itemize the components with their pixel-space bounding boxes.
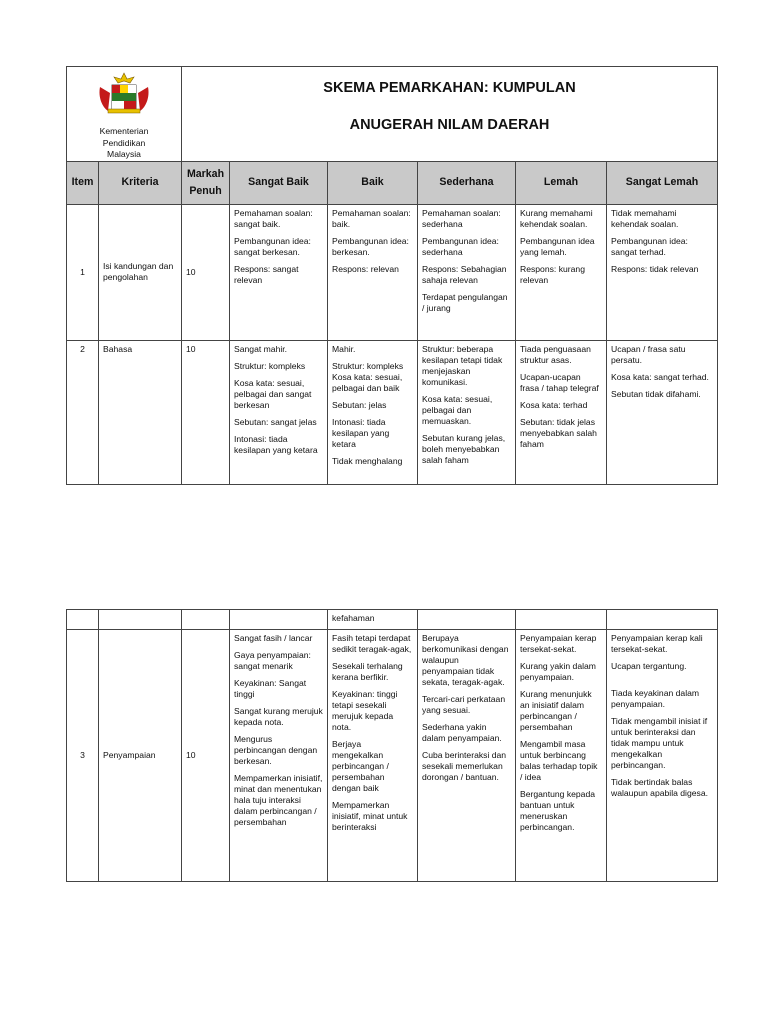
descriptor: Keyakinan: tinggi tetapi sesekali merujuk kepada nota. <box>332 689 398 732</box>
descriptor: Kosa kata: terhad <box>520 399 588 410</box>
descriptor: Tidak bertindak balas walaupun apabila digesa. <box>611 777 708 798</box>
baik-cell <box>328 204 418 340</box>
col-sangat-lemah: Sangat Lemah <box>607 161 718 204</box>
empty-cell <box>516 610 607 630</box>
col-baik: Baik <box>328 161 418 204</box>
sangat-baik-cell <box>230 340 328 484</box>
sangat-lemah-cell <box>607 204 718 340</box>
kriteria-cell: Penyampaian <box>99 630 182 882</box>
descriptor: Struktur: beberapa kesilapan tetapi tidak menjejaskan komunikasi. <box>422 343 503 387</box>
descriptor: Intonasi: tiada kesilapan yang ketara <box>234 433 318 455</box>
descriptor: Keyakinan: Sangat tinggi <box>234 678 307 699</box>
lemah-cell <box>516 340 607 484</box>
descriptor: Pembangunan idea: sangat terhad. <box>611 235 688 257</box>
col-item: Item <box>67 161 99 204</box>
descriptor: Ucapan tergantung. <box>611 661 687 671</box>
column-header-row <box>67 161 718 204</box>
lemah-cell <box>516 204 607 340</box>
markah-cell: 10 <box>182 340 230 484</box>
descriptor: Berupaya berkomunikasi dengan walaupun penyampaian tidak sekata, teragak-agak. <box>422 633 509 687</box>
descriptor: Respons: relevan <box>332 263 399 274</box>
empty-cell <box>67 610 99 630</box>
descriptor: Pemahaman soalan: sederhana <box>422 207 501 229</box>
descriptor: Sebutan: tidak jelas menyebabkan salah faham <box>520 416 597 449</box>
descriptor: Terdapat pengulangan / jurang <box>422 291 508 313</box>
descriptor: Penyampaian kerap tersekat-sekat. <box>520 633 597 654</box>
item-number: 3 <box>67 630 99 882</box>
markah-cell: 10 <box>182 630 230 882</box>
descriptor: Kosa kata: sesuai, pelbagai dan memuaskan. <box>422 393 493 426</box>
col-sangat-baik: Sangat Baik <box>230 161 328 204</box>
descriptor: Pemahaman soalan: baik. <box>332 207 411 229</box>
baik-cell <box>328 340 418 484</box>
kriteria-cell: Bahasa <box>99 340 182 484</box>
descriptor: Sebutan: jelas <box>332 399 387 410</box>
descriptor: Pembangunan idea: sangat berkesan. <box>234 235 311 257</box>
descriptor: Fasih tetapi terdapat sedikit teragak-agak, <box>332 633 412 654</box>
sangat-baik-cell <box>230 630 328 882</box>
empty-cell <box>607 610 718 630</box>
descriptor: Pemahaman soalan: sangat baik. <box>234 207 313 229</box>
descriptor: Tidak mengambil inisiat if untuk berinteraksi dan tidak mampu untuk mengekalkan perbincangan. <box>611 716 708 770</box>
descriptor: Mengurus perbincangan dengan berkesan. <box>234 734 318 766</box>
descriptor: Pembangunan idea yang lemah. <box>520 235 595 257</box>
document-title <box>182 67 718 162</box>
table-row <box>67 204 718 340</box>
col-lemah: Lemah <box>516 161 607 204</box>
descriptor: Sesekali terhalang kerana berfikir. <box>332 661 403 682</box>
descriptor: Sangat mahir. <box>234 343 288 354</box>
col-kriteria: Kriteria <box>99 161 182 204</box>
header-row <box>67 67 718 162</box>
descriptor: Sebutan kurang jelas, boleh menyebabkan salah faham <box>422 432 506 465</box>
descriptor: Sebutan: sangat jelas <box>234 416 317 427</box>
empty-cell <box>418 610 516 630</box>
descriptor: Tidak menghalang <box>332 455 403 466</box>
col-markah-penuh: Markah Penuh <box>182 161 230 204</box>
continuation-row <box>67 610 718 630</box>
descriptor: Kurang yakin dalam penyampaian. <box>520 661 596 682</box>
empty-cell <box>99 610 182 630</box>
descriptor: Sebutan tidak difahami. <box>611 388 701 399</box>
logo-cell <box>67 67 182 162</box>
descriptor: Kurang memahami kehendak soalan. <box>520 207 593 229</box>
sangat-lemah-cell <box>607 630 718 882</box>
descriptor: Kosa kata: sangat terhad. <box>611 371 709 382</box>
descriptor: Bergantung kepada bantuan untuk meneruskan perbincangan. <box>520 789 596 832</box>
baik-continuation: kefahaman <box>328 610 418 630</box>
descriptor: Struktur: kompleks Kosa kata: sesuai, pelbagai dan baik <box>332 360 404 393</box>
title-line1: SKEMA PEMARKAHAN: KUMPULAN <box>323 80 576 96</box>
descriptor: Ucapan-ucapan frasa / tahap telegraf <box>520 371 599 393</box>
empty-cell <box>230 610 328 630</box>
descriptor: Mahir. <box>332 343 356 354</box>
sangat-baik-cell <box>230 204 328 340</box>
descriptor: Tidak memahami kehendak soalan. <box>611 207 679 229</box>
descriptor: Pembangunan idea: berkesan. <box>332 235 409 257</box>
descriptor: Ucapan / frasa satu persatu. <box>611 343 686 365</box>
descriptor: Cuba berinteraksi dan sesekali memerlukan dorongan / bantuan. <box>422 750 507 782</box>
descriptor: Tiada penguasaan struktur asas. <box>520 343 591 365</box>
descriptor: Respons: tidak relevan <box>611 263 699 274</box>
malaysia-coat-of-arms-icon <box>96 71 152 117</box>
lemah-cell <box>516 630 607 882</box>
descriptor: Intonasi: tiada kesilapan yang ketara <box>332 416 390 449</box>
markah-cell: 10 <box>182 204 230 340</box>
item-number: 2 <box>67 340 99 484</box>
descriptor: Tiada keyakinan dalam penyampaian. <box>611 688 700 709</box>
descriptor: Penyampaian kerap kali tersekat-sekat. <box>611 633 703 654</box>
title-line2: ANUGERAH NILAM DAERAH <box>349 116 550 133</box>
scoring-table-page2 <box>66 609 718 882</box>
scoring-table-page1 <box>66 66 718 485</box>
descriptor: Pembangunan idea: sederhana <box>422 235 499 257</box>
table-row <box>67 340 718 484</box>
baik-cell <box>328 630 418 882</box>
descriptor: Sederhana yakin dalam penyampaian. <box>422 722 502 743</box>
ministry-name-line1: Kementerian Pendidikan <box>99 126 149 148</box>
kriteria-cell: Isi kandungan dan pengolahan <box>99 204 182 340</box>
descriptor: Kurang menunjukk an inisiatif dalam perbincangan / persembahan <box>520 689 592 732</box>
descriptor: Mempamerkan inisiatif, minat untuk berinteraksi <box>332 800 408 832</box>
descriptor: Struktur: kompleks <box>234 360 306 371</box>
ministry-name-line2: Malaysia <box>107 149 141 160</box>
descriptor: Respons: Sebahagian sahaja relevan <box>422 263 507 285</box>
descriptor: Kosa kata: sesuai, pelbagai dan sangat berkesan <box>234 377 312 410</box>
descriptor: Mengambil masa untuk berbincang balas terhadap topik / idea <box>520 739 598 782</box>
sederhana-cell <box>418 340 516 484</box>
descriptor: Mempamerkan inisiatif, minat dan menentukan hala tuju interaksi dalam perbincangan / persembahan <box>234 773 323 827</box>
sederhana-cell <box>418 630 516 882</box>
item-number: 1 <box>67 204 99 340</box>
descriptor: Respons: sangat relevan <box>234 263 299 285</box>
sangat-lemah-cell <box>607 340 718 484</box>
descriptor: Sangat kurang merujuk kepada nota. <box>234 706 323 727</box>
table-row <box>67 630 718 882</box>
descriptor: Tercari-cari perkataan yang sesuai. <box>422 694 506 715</box>
descriptor: Respons: kurang relevan <box>520 263 585 285</box>
empty-cell <box>182 610 230 630</box>
descriptor: Berjaya mengekalkan perbincangan / persembahan dengan baik <box>332 739 389 793</box>
sederhana-cell <box>418 204 516 340</box>
descriptor: Gaya penyampaian: sangat menarik <box>234 650 311 671</box>
descriptor: Sangat fasih / lancar <box>234 633 313 643</box>
col-sederhana: Sederhana <box>418 161 516 204</box>
